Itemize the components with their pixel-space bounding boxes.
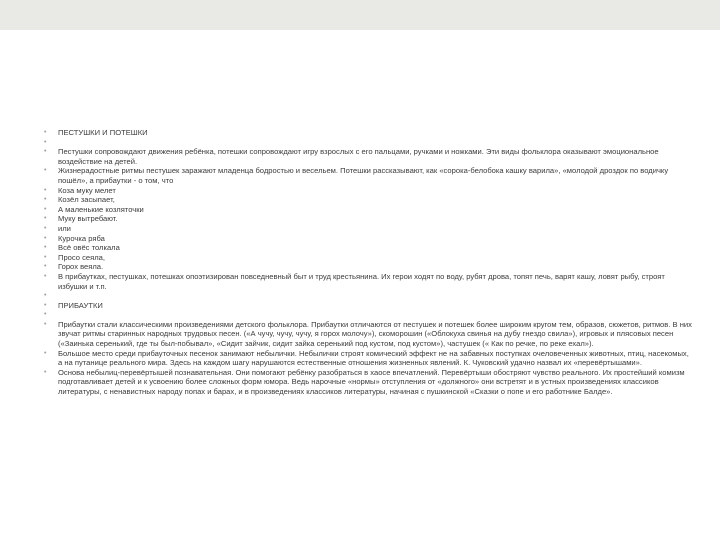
- bullet-icon: •: [44, 292, 47, 300]
- list-item: [44, 147, 694, 166]
- bullet-icon: •: [44, 253, 47, 261]
- poem-line: Курочка ряба: [58, 233, 105, 243]
- bullet-icon: •: [44, 349, 47, 357]
- list-item: [44, 368, 694, 397]
- list-item: [44, 128, 694, 138]
- list-item: [44, 186, 694, 196]
- bullet-icon: •: [44, 129, 47, 136]
- bullet-icon: •: [44, 244, 47, 252]
- list-item: [44, 243, 694, 253]
- bullet-icon: •: [44, 196, 47, 204]
- bullet-icon: •: [44, 148, 47, 156]
- list-item: [44, 320, 694, 349]
- bullet-icon: •: [44, 234, 47, 242]
- list-item: [44, 262, 694, 272]
- list-item-text: Большое место среди прибауточных песенок занимают небылички. Небылички строят комический эффект не на забавных поступках очеловеченных животных, птиц, насекомых, а на путанице реального мира. Здесь на каждом шагу нарушаются естественные отношения жизненных явлений. К. Чуковский удачно назвал их «перевёртышами».: [58, 348, 689, 368]
- poem-line: А маленькие козляточки: [58, 204, 144, 214]
- list-item: [44, 291, 694, 301]
- list-item-text: В прибаутках, пестушках, потешках опоэтизирован повседневный быт и труд крестьянина. Их герои ходят по воду, рубят дрова, топят печь, варят кашу, ловят рыбу, строят избушки и т.п.: [58, 271, 665, 291]
- poem-line: Козёл засыпает,: [58, 195, 115, 205]
- bullet-icon: •: [44, 272, 47, 280]
- list-item-text: Жизнерадостные ритмы пестушек заражают младенца бодростью и весельем. Потешки рассказывают, как «сорока-белобока кашку варила», «молодой дроздок по водичку пошёл», а прибаутки - о том, что: [58, 166, 669, 185]
- list-item: [44, 349, 694, 368]
- list-item: [44, 224, 694, 234]
- bullet-list: [44, 128, 694, 397]
- list-item: [44, 214, 694, 224]
- list-item: [44, 301, 694, 311]
- bullet-icon: •: [44, 263, 47, 271]
- bullet-icon: •: [44, 186, 47, 194]
- slide-content: [44, 128, 694, 397]
- bullet-icon: •: [44, 368, 47, 376]
- list-item-text: Пестушки сопровождают движения ребёнка, потешки сопровождают игру взрослых с его пальцами, ручками и ножками. Эти виды фольклора оказывают эмоциональное воздействие на детей.: [58, 147, 659, 166]
- list-item: [44, 310, 694, 320]
- list-item: [44, 253, 694, 263]
- list-item-text: Прибаутки стали классическими произведениями детского фольклора. Прибаутки отличаются от пестушек и потешек более широким кругом тем, образов, сюжетов, ритмов. В них звучат ритмы старинных народных трудовых песен. («А чучу, чучу, чучу, я горох молочу»), скоморошин («Облокуха свинья на дубу гнездо свила»), игровых и плясовых песен («Заинька серенький, где ты был-побывал», «Сидит зайчик, сидит зайка серенький под кустом, под кустом»), частушек (« Как по речке, по реке ехал»).: [58, 319, 692, 349]
- list-item: [44, 138, 694, 148]
- poem-line: Коза муку мелет: [58, 185, 116, 195]
- list-item: [44, 166, 694, 185]
- poem-line: Горох веяла.: [58, 262, 104, 272]
- bullet-icon: •: [44, 301, 47, 309]
- list-item-text: Основа небылиц-перевёртышей познавательная. Они помогают ребёнку разобраться в хаосе впечатлений. Перевёртыши обостряют чувство реального. Их простейший комизм подготавливает детей и к усвоению более сложных форм юмора. Ведь нарочные «нормы» отступления от «должного» они встретят и в устных произведениях классиков литературы, с ненавистных народу попах и барах, и в произведениях классиков литературы, начиная с пушкинской «Сказки о попе и его работнике Балде».: [58, 367, 685, 397]
- poem-line: или: [58, 223, 71, 233]
- bullet-icon: •: [44, 311, 47, 319]
- section-heading: ПРИБАУТКИ: [58, 300, 103, 310]
- section-heading: ПЕСТУШКИ И ПОТЕШКИ: [58, 128, 148, 137]
- bullet-icon: •: [44, 167, 47, 175]
- poem-line: Муку вытребают.: [58, 214, 118, 224]
- bullet-icon: •: [44, 138, 47, 146]
- poem-line: Всё овёс толкала: [58, 243, 120, 253]
- bullet-icon: •: [44, 215, 47, 223]
- list-item: [44, 272, 694, 291]
- poem-line: Просо сеяла,: [58, 252, 106, 262]
- bullet-icon: •: [44, 205, 47, 213]
- bullet-icon: •: [44, 224, 47, 232]
- slide-header-band: [0, 0, 720, 30]
- bullet-icon: •: [44, 320, 47, 328]
- list-item: [44, 205, 694, 215]
- list-item: [44, 195, 694, 205]
- list-item: [44, 234, 694, 244]
